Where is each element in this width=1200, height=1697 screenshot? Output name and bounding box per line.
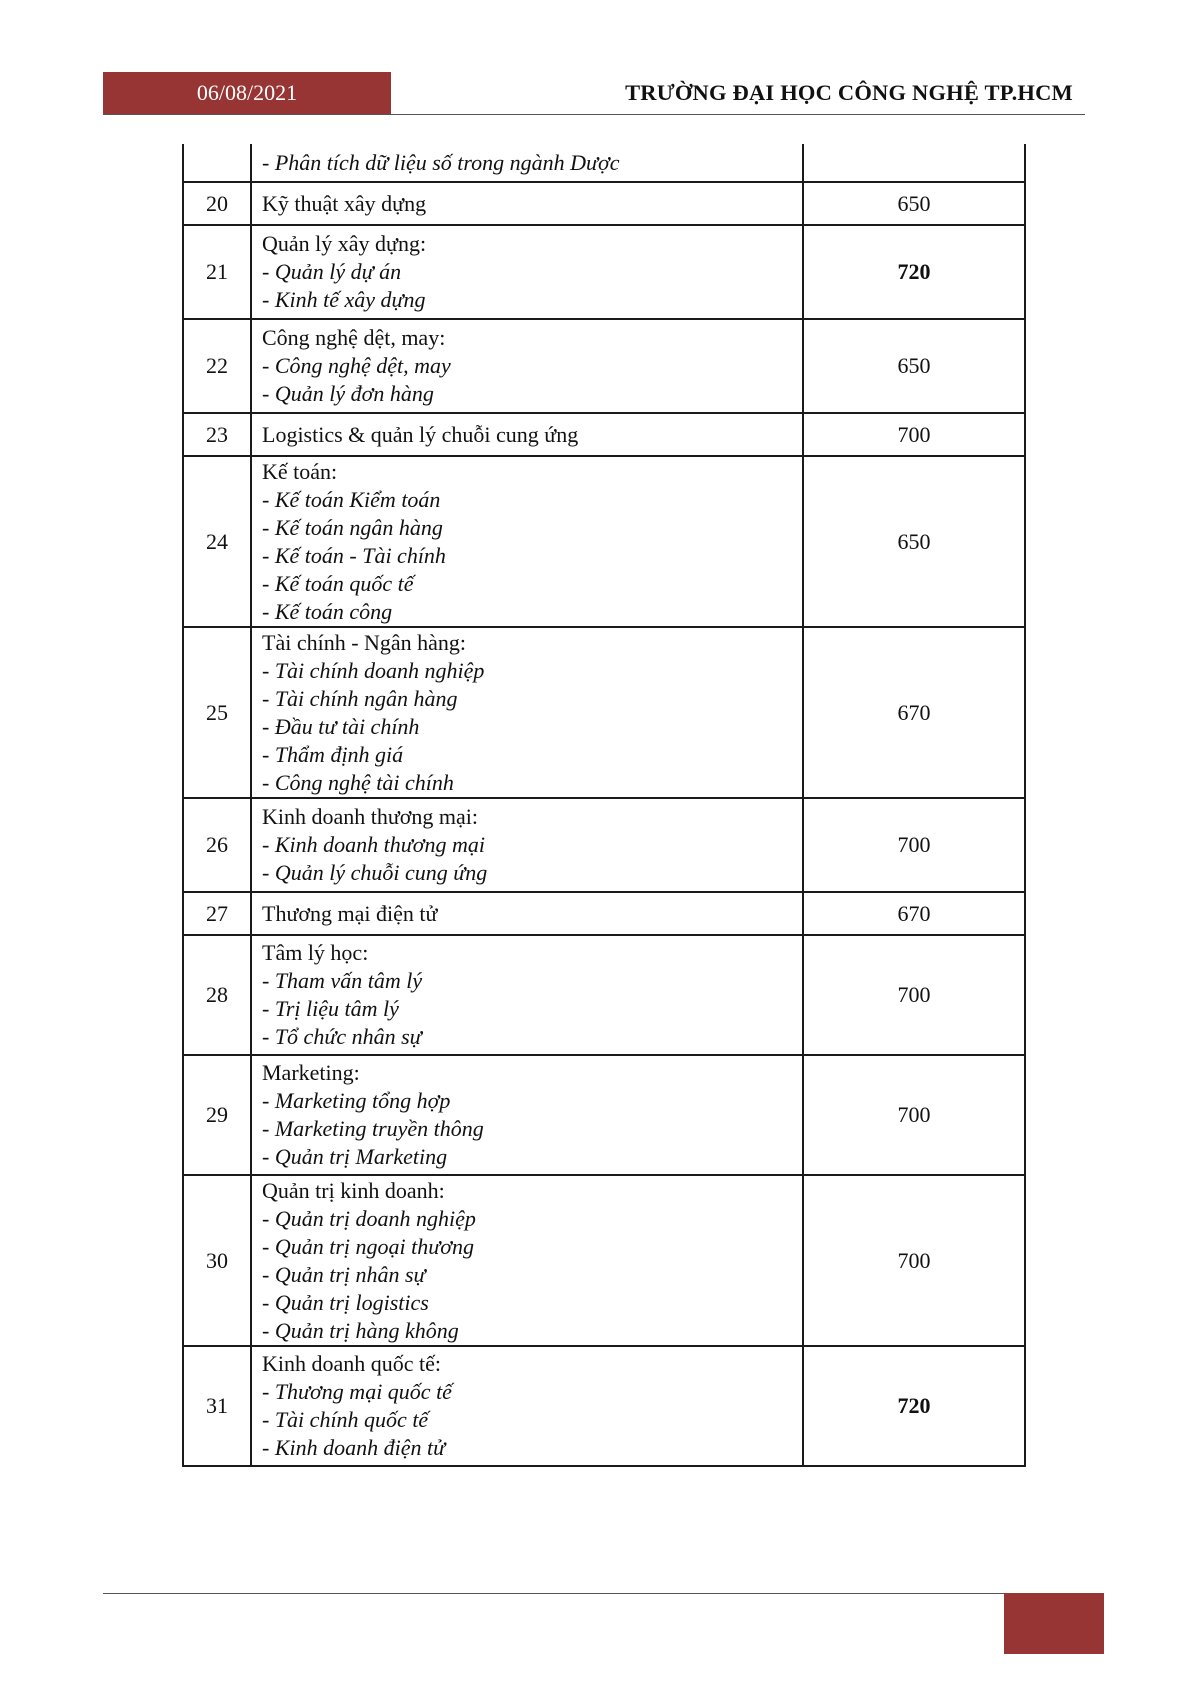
score-value: 700 (803, 413, 1025, 456)
specialization-item: - Tài chính ngân hàng (262, 685, 458, 711)
row-number: 20 (183, 182, 251, 225)
specialization-item: - Quản trị logistics (262, 1289, 429, 1315)
specialization-item: - Kế toán Kiểm toán (262, 486, 441, 512)
row-number: 27 (183, 892, 251, 935)
table-row (183, 892, 1025, 935)
specialization-item: - Quản trị ngoại thương (262, 1233, 474, 1259)
program-cell (251, 225, 803, 319)
row-number: 26 (183, 798, 251, 892)
program-cell (251, 798, 803, 892)
program-cell (251, 892, 803, 935)
table-row (183, 935, 1025, 1055)
score-value: 650 (803, 182, 1025, 225)
specialization-item: - Kế toán ngân hàng (262, 514, 443, 540)
program-cell (251, 1346, 803, 1466)
row-number: 22 (183, 319, 251, 413)
table-row (183, 225, 1025, 319)
row-number: 30 (183, 1175, 251, 1346)
table-row (183, 627, 1025, 798)
table-row (183, 319, 1025, 413)
specialization-item: - Marketing tổng hợp (262, 1088, 451, 1113)
row-number: 29 (183, 1055, 251, 1175)
specialization-item: - Tổ chức nhân sự (262, 1024, 422, 1049)
score-value: 650 (803, 456, 1025, 627)
score-value: 720 (803, 225, 1025, 319)
specialization-item: - Marketing truyền thông (262, 1116, 484, 1141)
specialization-item: - Kinh doanh điện tử (262, 1435, 446, 1460)
program-title: Quản lý xây dựng: (262, 231, 427, 256)
score-value: 720 (803, 1346, 1025, 1466)
specialization-item: - Kế toán quốc tế (262, 570, 414, 596)
specialization-item: - Quản trị hàng không (262, 1317, 459, 1343)
program-title: Kỹ thuật xây dựng (262, 190, 427, 216)
table-row (183, 182, 1025, 225)
specialization-item: - Kế toán - Tài chính (262, 542, 446, 568)
table-row (183, 1055, 1025, 1175)
specialization-item: - Quản lý dự án (262, 259, 402, 284)
program-title: Kinh doanh thương mại: (262, 804, 479, 829)
specialization-item: - Trị liệu tâm lý (262, 996, 399, 1021)
row-number: 28 (183, 935, 251, 1055)
specialization-item: - Kinh tế xây dựng (262, 287, 426, 312)
score-table (182, 144, 1026, 1467)
footer-accent-block (1004, 1593, 1104, 1654)
program-title: Kế toán: (262, 458, 338, 484)
program-title: Tâm lý học: (262, 940, 369, 965)
program-cell (251, 1055, 803, 1175)
score-value: 670 (803, 627, 1025, 798)
specialization-item: - Công nghệ tài chính (262, 769, 454, 795)
program-title: Logistics & quản lý chuỗi cung ứng (262, 421, 579, 447)
table-row (183, 144, 1025, 182)
score-value: 700 (803, 935, 1025, 1055)
program-cell (251, 1175, 803, 1346)
score-value: 700 (803, 1055, 1025, 1175)
footer-divider (103, 1593, 1005, 1594)
specialization-item: - Đầu tư tài chính (262, 713, 420, 739)
program-title: Tài chính - Ngân hàng: (262, 629, 467, 655)
program-cell (251, 627, 803, 798)
header-date: 06/08/2021 (103, 72, 391, 114)
program-cell (251, 144, 803, 182)
row-number: 23 (183, 413, 251, 456)
table-row (183, 1175, 1025, 1346)
program-cell (251, 935, 803, 1055)
specialization-item: - Phân tích dữ liệu số trong ngành Dược (262, 149, 620, 175)
specialization-item: - Thẩm định giá (262, 741, 404, 767)
specialization-item: - Quản lý chuỗi cung ứng (262, 860, 488, 885)
specialization-item: - Công nghệ dệt, may (262, 353, 451, 378)
specialization-item: - Quản trị nhân sự (262, 1261, 426, 1287)
table-row (183, 798, 1025, 892)
specialization-item: - Tham vấn tâm lý (262, 968, 423, 993)
table-row (183, 456, 1025, 627)
score-value: 670 (803, 892, 1025, 935)
score-value (803, 144, 1025, 182)
program-cell (251, 456, 803, 627)
program-title: Thương mại điện tử (262, 900, 438, 926)
specialization-item: - Tài chính quốc tế (262, 1407, 429, 1432)
score-table-body (183, 144, 1025, 1466)
score-value: 700 (803, 1175, 1025, 1346)
specialization-item: - Kinh doanh thương mại (262, 832, 485, 857)
score-value: 700 (803, 798, 1025, 892)
row-number: 31 (183, 1346, 251, 1466)
header-school-name: TRƯỜNG ĐẠI HỌC CÔNG NGHỆ TP.HCM (625, 80, 1073, 105)
specialization-item: - Quản lý đơn hàng (262, 381, 434, 406)
specialization-item: - Quản trị Marketing (262, 1144, 448, 1169)
row-number: 21 (183, 225, 251, 319)
program-cell (251, 413, 803, 456)
table-row (183, 413, 1025, 456)
score-value: 650 (803, 319, 1025, 413)
program-title: Công nghệ dệt, may: (262, 325, 446, 350)
program-cell (251, 319, 803, 413)
table-row (183, 1346, 1025, 1466)
specialization-item: - Thương mại quốc tế (262, 1379, 452, 1404)
row-number: 24 (183, 456, 251, 627)
program-title: Marketing: (262, 1060, 360, 1085)
row-number: 25 (183, 627, 251, 798)
program-title: Quản trị kinh doanh: (262, 1177, 445, 1203)
specialization-item: - Kế toán công (262, 598, 393, 624)
row-number (183, 144, 251, 182)
program-cell (251, 182, 803, 225)
header-divider (103, 114, 1085, 115)
program-title: Kinh doanh quốc tế: (262, 1351, 442, 1376)
specialization-item: - Quản trị doanh nghiệp (262, 1205, 476, 1231)
specialization-item: - Tài chính doanh nghiệp (262, 657, 485, 683)
